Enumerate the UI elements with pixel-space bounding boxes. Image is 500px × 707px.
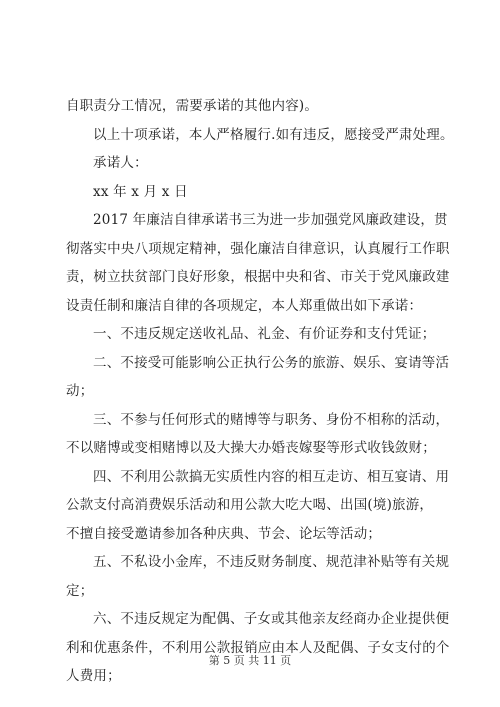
text-line: 动；	[66, 383, 94, 399]
text-line: 以上十项承诺，本人严格履行.如有违反，愿接受严肃处理。	[93, 126, 454, 143]
text-line: 人费用；	[66, 668, 121, 684]
text-line: 2017 年廉洁自律承诺书三为进一步加强党风廉政建设，贯	[93, 212, 448, 228]
page-footer: 第 5 页 共 11 页	[208, 654, 292, 667]
text-line: 不以赌博或变相赌博以及大操大办婚丧嫁娶等形式收钱敛财；	[66, 440, 436, 456]
text-line: 承诺人：	[93, 155, 148, 171]
text-line: 自职责分工情况，需要承诺的其他内容)。	[66, 98, 319, 114]
text-line: 彻落实中央八项规定精神，强化廉洁自律意识，认真履行工作职	[66, 240, 450, 257]
text-line: 六、不违反规定为配偶、子女或其他亲友经商办企业提供便	[93, 611, 450, 627]
text-line: 定；	[66, 582, 94, 599]
text-line: 五、不私设小金库，不违反财务制度、规范津补贴等有关规	[93, 554, 450, 570]
text-line: 不擅自接受邀请参加各种庆典、节会、论坛等活动；	[66, 525, 382, 542]
text-line: 二、不接受可能影响公正执行公务的旅游、娱乐、宴请等活	[93, 354, 450, 371]
text-line: 公款支付高消费娱乐活动和用公款大吃大喝、出国(境)旅游，	[66, 497, 434, 513]
text-line: 设责任制和廉洁自律的各项规定，本人郑重做出如下承诺：	[66, 297, 423, 314]
text-line: 三、不参与任何形式的赌博等与职务、身份不相称的活动，	[93, 411, 450, 428]
document-body	[66, 92, 454, 691]
text-line: 四、不利用公款搞无实质性内容的相互走访、相互宴请、用	[93, 468, 450, 485]
text-line: 一、不违反规定送收礼品、礼金、有价证券和支付凭证；	[93, 326, 436, 342]
text-line: xx 年 x 月 x 日	[93, 183, 188, 200]
text-line: 责，树立扶贫部门良好形象，根据中央和省、市关于党风廉政建	[66, 269, 450, 285]
text-line: 利和优惠条件，不利用公款报销应由本人及配偶、子女支付的个	[66, 639, 450, 656]
